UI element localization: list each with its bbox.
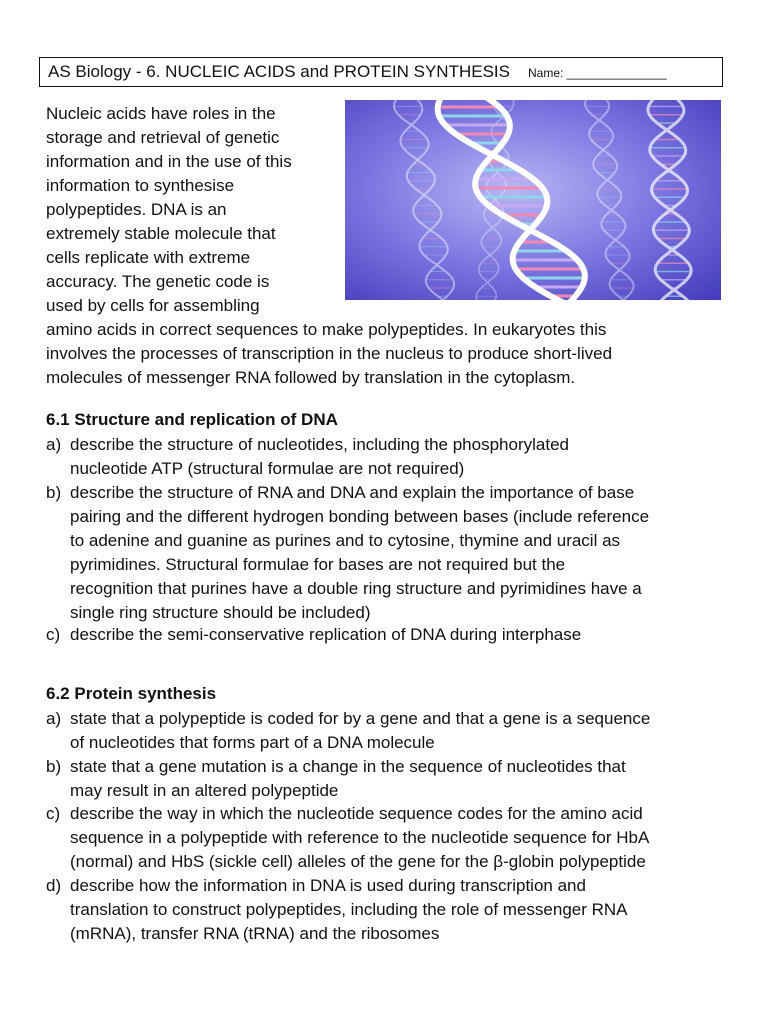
item-letter: b) (46, 483, 62, 502)
intro-line: used by cells for assembling (46, 296, 260, 315)
dna-double-helix-image (345, 100, 721, 300)
section-heading-6-1: 6.1 Structure and replication of DNA (46, 410, 338, 429)
item-line: pyrimidines. Structural formulae for bases are not required but the (70, 555, 566, 574)
section-heading-6-2: 6.2 Protein synthesis (46, 684, 217, 703)
intro-paragraph-full (46, 318, 736, 390)
intro-line: polypeptides. DNA is an (46, 200, 227, 219)
objective-item (46, 874, 736, 946)
objective-item (46, 802, 736, 874)
item-line: sequence in a polypeptide with reference to the nucleotide sequence for HbA (70, 828, 650, 847)
item-letter: c) (46, 804, 61, 823)
item-line: describe the structure of RNA and DNA and explain the importance of base (70, 483, 635, 502)
item-line: state that a gene mutation is a change in the sequence of nucleotides that (70, 757, 626, 776)
intro-line: involves the processes of transcription in the nucleus to produce short-lived (46, 344, 613, 363)
item-line: recognition that purines have a double ring structure and pyrimidines have a (70, 579, 642, 598)
item-line: may result in an altered polypeptide (70, 781, 339, 800)
intro-line: storage and retrieval of genetic (46, 128, 280, 147)
item-line: (normal) and HbS (sickle cell) alleles of the gene for the β-globin polypeptide (70, 852, 646, 871)
document-title: AS Biology - 6. NUCLEIC ACIDS and PROTEIN SYNTHESIS (48, 62, 510, 81)
item-line: translation to construct polypeptides, including the role of messenger RNA (70, 900, 628, 919)
objective-item (46, 433, 736, 481)
item-line: (mRNA), transfer RNA (tRNA) and the ribosomes (70, 924, 440, 943)
intro-paragraph-wrapped (46, 102, 346, 318)
objective-item (46, 755, 736, 803)
item-line: to adenine and guanine as purines and to cytosine, thymine and uracil as (70, 531, 621, 550)
item-line: state that a polypeptide is coded for by a gene and that a gene is a sequence (70, 709, 651, 728)
intro-line: extremely stable molecule that (46, 224, 276, 243)
document-header (39, 57, 723, 87)
item-line: of nucleotides that forms part of a DNA molecule (70, 733, 435, 752)
objective-item (46, 481, 736, 625)
intro-line: amino acids in correct sequences to make polypeptides. In eukaryotes this (46, 320, 607, 339)
intro-line: cells replicate with extreme (46, 248, 251, 267)
intro-line: molecules of messenger RNA followed by translation in the cytoplasm. (46, 368, 576, 387)
item-line: pairing and the different hydrogen bonding between bases (include reference (70, 507, 650, 526)
item-line: describe the structure of nucleotides, including the phosphorylated (70, 435, 569, 454)
item-letter: c) (46, 625, 61, 644)
objective-item (46, 623, 736, 647)
intro-line: information to synthesise (46, 176, 235, 195)
intro-line: Nucleic acids have roles in the (46, 104, 276, 123)
item-line: nucleotide ATP (structural formulae are not required) (70, 459, 465, 478)
item-line: single ring structure should be included) (70, 603, 371, 622)
item-line: describe how the information in DNA is used during transcription and (70, 876, 586, 895)
item-line: describe the way in which the nucleotide sequence codes for the amino acid (70, 804, 643, 823)
name-field-label: Name: _______________ (528, 66, 667, 80)
item-letter: a) (46, 709, 62, 728)
intro-line: information and in the use of this (46, 152, 292, 171)
item-letter: b) (46, 757, 62, 776)
intro-line: accuracy. The genetic code is (46, 272, 270, 291)
objective-item (46, 707, 736, 755)
item-letter: d) (46, 876, 62, 895)
item-letter: a) (46, 435, 62, 454)
item-line: describe the semi-conservative replication of DNA during interphase (70, 625, 582, 644)
